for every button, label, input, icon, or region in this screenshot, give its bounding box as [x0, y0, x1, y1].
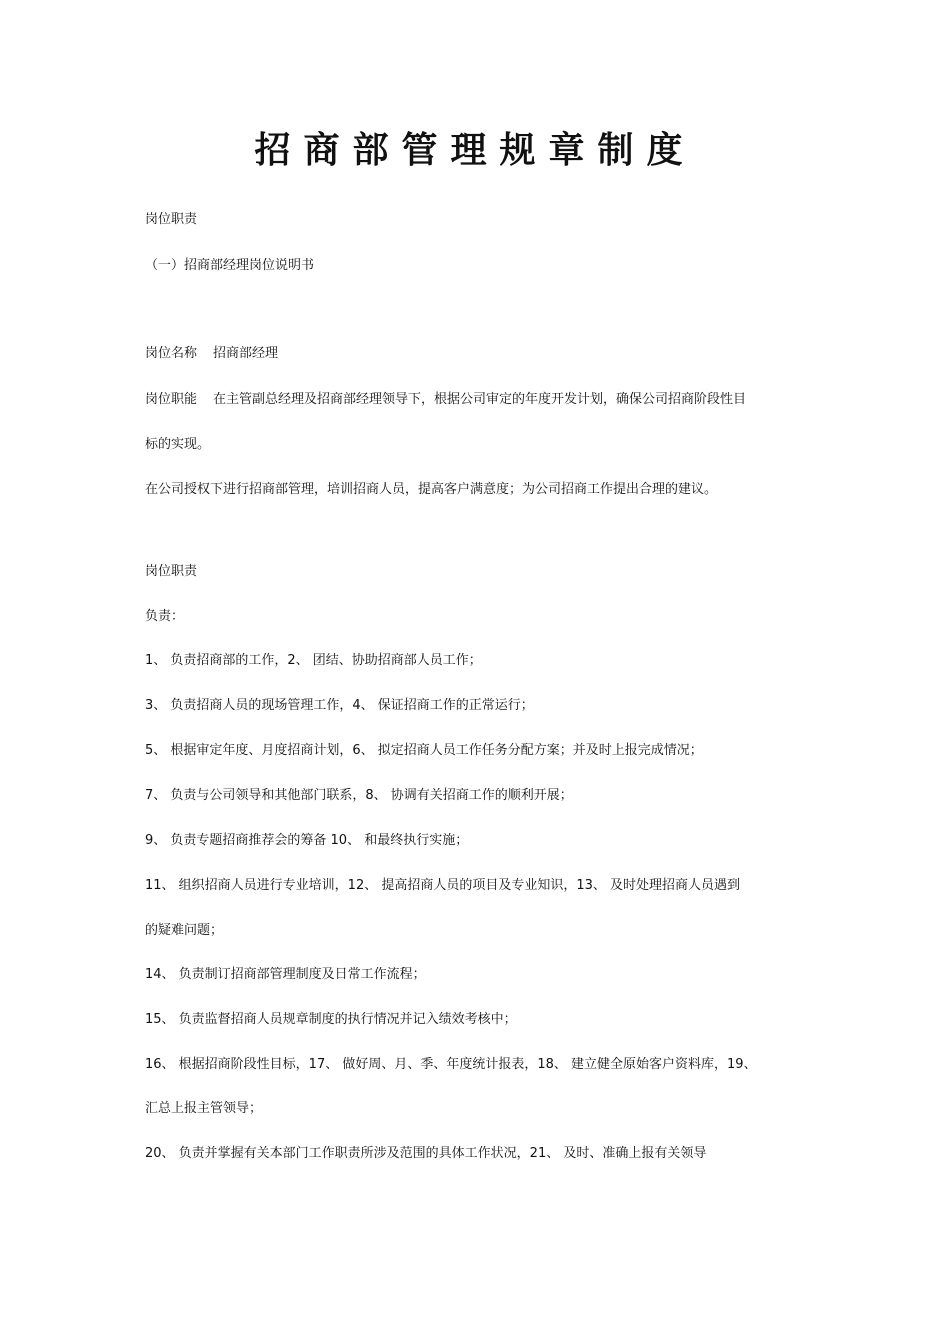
- section-heading: 岗位职责: [145, 212, 198, 227]
- position-function-text: 在主管副总经理及招商部经理领导下，根据公司审定的年度开发计划，确保公司招商阶段性目: [213, 392, 747, 407]
- subsection-heading: （一）招商部经理岗位说明书: [145, 258, 315, 273]
- position-function-row: [145, 389, 746, 411]
- paragraph-line: 负责：: [145, 609, 185, 624]
- position-function-label: 岗位职能: [145, 392, 198, 407]
- duty-item: 9、 负责专题招商推荐会的筹备 10、 和最终执行实施；: [145, 833, 469, 848]
- duty-item-continuation: 的疑难问题；: [145, 923, 224, 938]
- duty-item: 3、 负责招商人员的现场管理工作，4、 保证招商工作的正常运行；: [145, 698, 534, 713]
- duty-item: 20、 负责并掌握有关本部门工作职责所涉及范围的具体工作状况，21、 及时、准确上报有关领导: [145, 1146, 707, 1161]
- section-heading: 岗位职责: [145, 564, 198, 579]
- duty-item: 16、 根据招商阶段性目标，17、 做好周、月、季、年度统计报表，18、 建立健全原始客户资料库，19、: [145, 1057, 757, 1072]
- duty-item: 15、 负责监督招商人员规章制度的执行情况并记入绩效考核中；: [145, 1012, 517, 1027]
- duty-item: 11、 组织招商人员进行专业培训，12、 提高招商人员的项目及专业知识，13、 及时处理招商人员遇到: [145, 878, 741, 893]
- paragraph-line: 在公司授权下进行招商部管理，培训招商人员，提高客户满意度；为公司招商工作提出合理的建议。: [145, 482, 718, 497]
- duty-item-continuation: 汇总上报主管领导；: [145, 1101, 263, 1116]
- position-name-value: 招商部经理: [213, 346, 279, 361]
- duty-item: 1、 负责招商部的工作，2、 团结、协助招商部人员工作；: [145, 653, 482, 668]
- duty-item: 7、 负责与公司领导和其他部门联系，8、 协调有关招商工作的顺利开展；: [145, 788, 573, 803]
- document-title: 招商部管理规章制度: [254, 129, 696, 171]
- position-name-label: 岗位名称: [145, 346, 198, 361]
- duty-item: 14、 负责制订招商部管理制度及日常工作流程；: [145, 967, 426, 982]
- duty-item: 5、 根据审定年度、月度招商计划，6、 拟定招商人员工作任务分配方案；并及时上报完成情况；: [145, 743, 703, 758]
- position-name-row: [145, 343, 278, 365]
- paragraph-line: 标的实现。: [145, 437, 211, 452]
